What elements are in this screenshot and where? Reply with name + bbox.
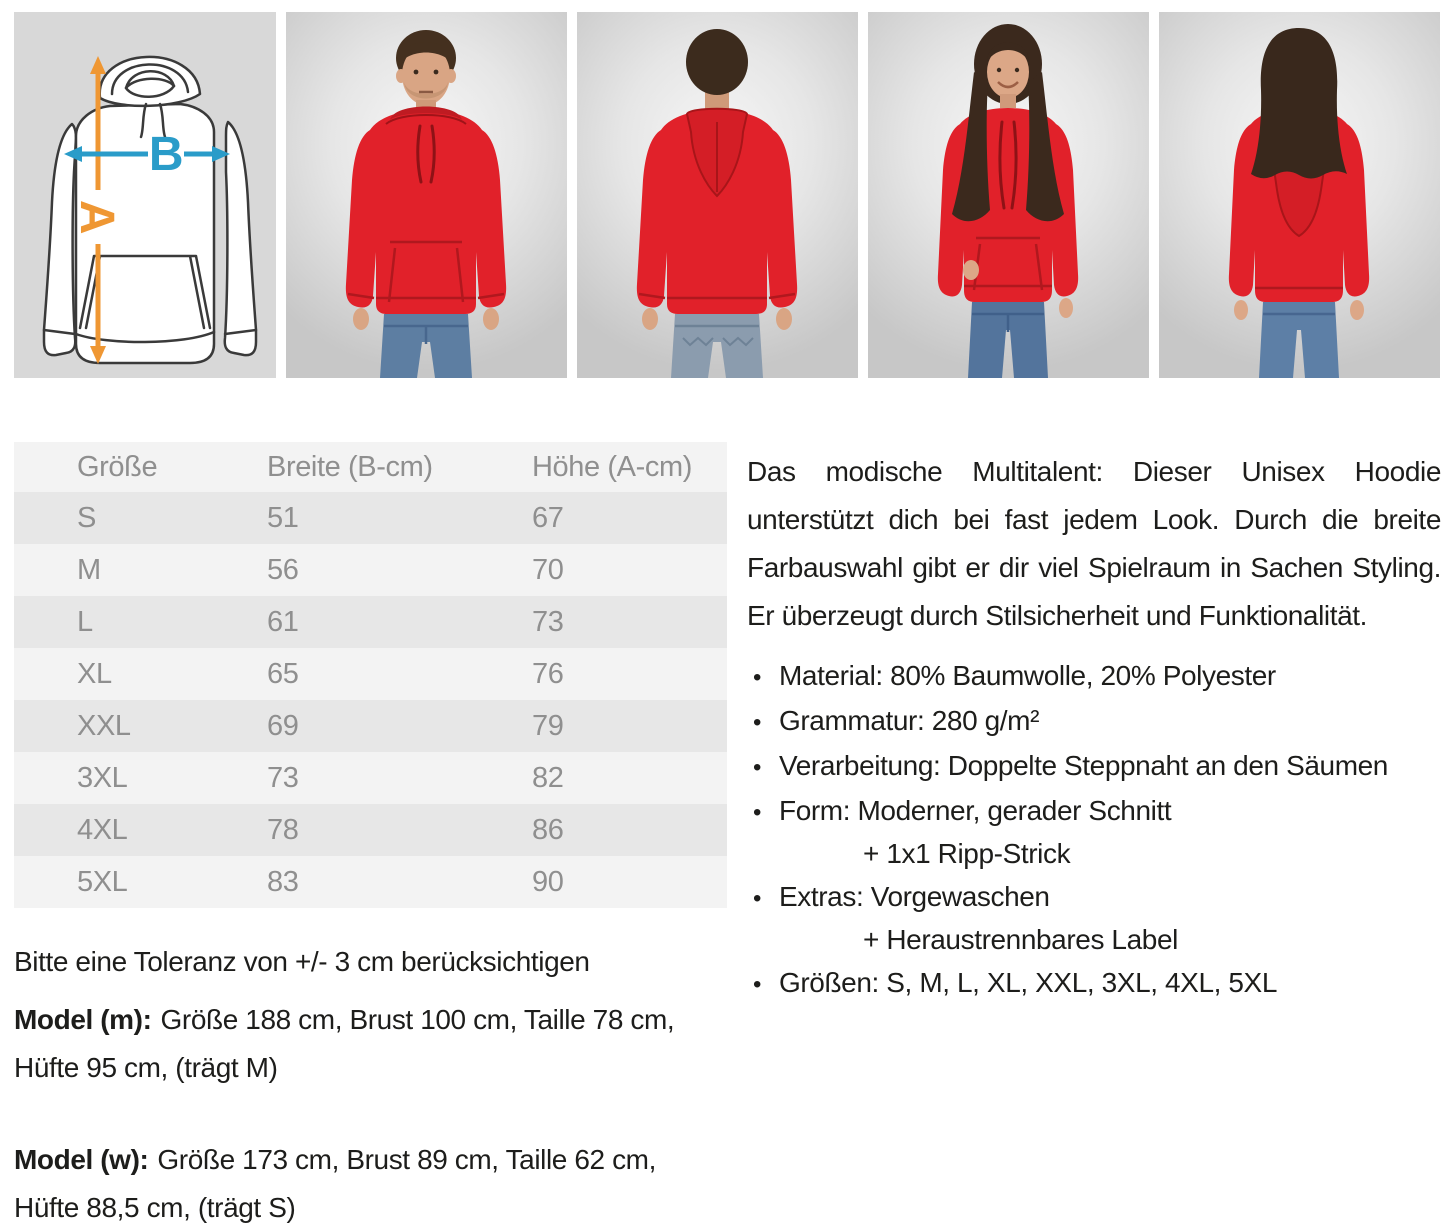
cell-width: 56 bbox=[267, 553, 299, 586]
table-row bbox=[14, 596, 727, 648]
table-row bbox=[14, 804, 727, 856]
cell-height: 76 bbox=[532, 657, 564, 690]
feature-item bbox=[747, 654, 1441, 699]
bullet-icon bbox=[747, 789, 779, 834]
product-description: Das modische Multitalent: Dieser Unisex Hoodie unterstützt dich bei fast jedem Look. Durch die breite Farbauswahl gibt er dir viel Spielraum in Sachen Styling. Er überzeugt durch Stilsicherheit und Funktionalität. bbox=[747, 456, 1441, 631]
model-m-label: Model (m): bbox=[14, 1004, 152, 1035]
model-w-text: Größe 173 cm, Brust 89 cm, Taille 62 cm, Hüfte 88,5 cm, (trägt S) bbox=[14, 1144, 656, 1223]
photo-woman-front bbox=[868, 12, 1149, 378]
man-front-illustration bbox=[286, 12, 567, 378]
table-row bbox=[14, 856, 727, 908]
label-a: A bbox=[70, 199, 123, 235]
description-column bbox=[747, 442, 1441, 1232]
cell-height: 70 bbox=[532, 553, 564, 586]
tolerance-note: Bitte eine Toleranz von +/- 3 cm berücksichtigen bbox=[14, 946, 590, 977]
cell-width: 61 bbox=[267, 605, 299, 638]
col-header-height: Höhe (A-cm) bbox=[532, 450, 692, 483]
cell-size: S bbox=[77, 501, 96, 534]
woman-back-illustration bbox=[1159, 12, 1440, 378]
feature-text bbox=[779, 789, 1441, 875]
bullet-icon bbox=[747, 961, 779, 1006]
bullet-icon bbox=[747, 875, 779, 920]
cell-width: 51 bbox=[267, 501, 299, 534]
bullet-icon bbox=[747, 744, 779, 789]
cell-height: 90 bbox=[532, 865, 564, 898]
feature-item bbox=[747, 789, 1441, 875]
woman-front-illustration bbox=[868, 12, 1149, 378]
size-table bbox=[14, 442, 727, 908]
feature-text: Material: 80% Baumwolle, 20% Polyester bbox=[779, 660, 1276, 691]
table-row bbox=[14, 492, 727, 544]
cell-width: 73 bbox=[267, 761, 299, 794]
label-b: B bbox=[148, 128, 184, 181]
feature-item bbox=[747, 699, 1441, 744]
cell-size: M bbox=[77, 553, 101, 586]
feature-text-extra: + Heraustrennbares Label bbox=[863, 924, 1178, 955]
table-row bbox=[14, 544, 727, 596]
model-m-text: Größe 188 cm, Brust 100 cm, Taille 78 cm, Hüfte 95 cm, (trägt M) bbox=[14, 1004, 675, 1083]
cell-width: 78 bbox=[267, 813, 299, 846]
man-back-illustration bbox=[577, 12, 858, 378]
feature-text: Grammatur: 280 g/m² bbox=[779, 705, 1040, 736]
cell-size: 5XL bbox=[77, 865, 128, 898]
cell-width: 65 bbox=[267, 657, 299, 690]
cell-height: 67 bbox=[532, 501, 564, 534]
photo-man-front bbox=[286, 12, 567, 378]
cell-height: 82 bbox=[532, 761, 564, 794]
photo-woman-back bbox=[1159, 12, 1440, 378]
model-w-note bbox=[14, 1136, 727, 1232]
cell-size: XL bbox=[77, 657, 112, 690]
model-m-note bbox=[14, 996, 727, 1092]
size-info-column bbox=[14, 442, 727, 1232]
feature-text bbox=[779, 875, 1441, 961]
cell-height: 86 bbox=[532, 813, 564, 846]
feature-text: Verarbeitung: Doppelte Steppnaht an den Säumen bbox=[779, 750, 1388, 781]
feature-item bbox=[747, 744, 1441, 789]
cell-size: 4XL bbox=[77, 813, 128, 846]
cell-size: 3XL bbox=[77, 761, 128, 794]
product-details-section bbox=[14, 442, 1442, 1232]
size-diagram-image bbox=[14, 12, 276, 378]
model-w-label: Model (w): bbox=[14, 1144, 149, 1175]
cell-size: L bbox=[77, 605, 93, 638]
feature-item bbox=[747, 875, 1441, 961]
col-header-size: Größe bbox=[77, 450, 158, 483]
feature-item bbox=[747, 961, 1441, 1006]
cell-width: 83 bbox=[267, 865, 299, 898]
feature-text-main: Form: Moderner, gerader Schnitt bbox=[779, 795, 1172, 826]
table-row bbox=[14, 700, 727, 752]
cell-size: XXL bbox=[77, 709, 131, 742]
feature-text: Größen: S, M, L, XL, XXL, 3XL, 4XL, 5XL bbox=[779, 967, 1277, 998]
product-image-gallery bbox=[0, 0, 1442, 378]
cell-height: 79 bbox=[532, 709, 564, 742]
hoodie-measurement-diagram-icon bbox=[14, 12, 276, 378]
cell-height: 73 bbox=[532, 605, 564, 638]
bullet-icon bbox=[747, 699, 779, 744]
col-header-width: Breite (B-cm) bbox=[267, 450, 433, 483]
feature-text-extra: + 1x1 Ripp-Strick bbox=[863, 838, 1071, 869]
size-table-header-row bbox=[14, 442, 727, 492]
cell-width: 69 bbox=[267, 709, 299, 742]
table-row bbox=[14, 648, 727, 700]
photo-man-back bbox=[577, 12, 858, 378]
bullet-icon bbox=[747, 654, 779, 699]
feature-list bbox=[747, 654, 1441, 1006]
feature-text-main: Extras: Vorgewaschen bbox=[779, 881, 1050, 912]
table-row bbox=[14, 752, 727, 804]
